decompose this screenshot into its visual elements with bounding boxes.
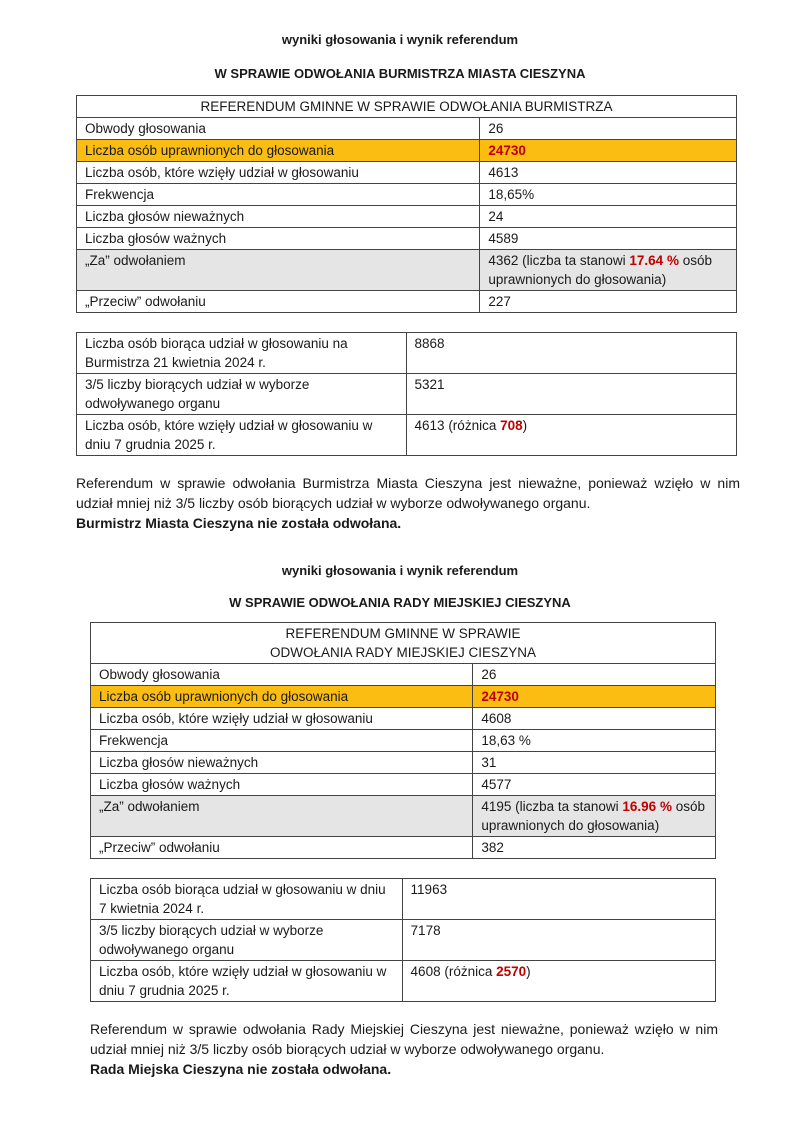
- section2-subheading: W SPRAWIE ODWOŁANIA RADY MIEJSKIEJ CIESZYNA: [229, 595, 571, 610]
- table-row: Liczba głosów nieważnych 24: [77, 206, 737, 228]
- table-row-highlighted: Liczba osób uprawnionych do głosowania 24730: [77, 140, 737, 162]
- za-percentage: 16.96 %: [622, 799, 672, 814]
- difference-value: 2570: [496, 964, 527, 979]
- summary-text: Referendum w sprawie odwołania Burmistrza Miasta Cieszyna jest nieważne, ponieważ wzięło w nim udział mniej niż 3/5 liczby osób biorących udział w wyborze odwoływanego organu.: [76, 475, 740, 511]
- section1-heading: wyniki głosowania i wynik referendum: [281, 32, 519, 47]
- section2-heading: wyniki głosowania i wynik referendum: [281, 563, 519, 578]
- table-title: REFERENDUM GMINNE W SPRAWIE ODWOŁANIA BURMISTRZA: [77, 96, 737, 118]
- table-row: Frekwencja 18,65%: [77, 184, 737, 206]
- section1-subheading: W SPRAWIE ODWOŁANIA BURMISTRZA MIASTA CIESZYNA: [214, 66, 586, 81]
- table-row-za: „Za” odwołaniem 4362 (liczba ta stanowi 17.64 % osób uprawnionych do głosowania): [77, 250, 737, 291]
- table-row: Liczba głosów nieważnych 31: [91, 752, 716, 774]
- za-percentage: 17.64 %: [629, 253, 679, 268]
- table-row: Liczba osób, które wzięły udział w głosowaniu w dniu 7 grudnia 2025 r. 4613 (różnica 708): [77, 415, 737, 456]
- summary-conclusion: Burmistrz Miasta Cieszyna nie została odwołana.: [76, 515, 402, 531]
- summary-conclusion: Rada Miejska Cieszyna nie została odwołana.: [90, 1061, 392, 1077]
- section1-results-table: [76, 95, 737, 313]
- table-row-highlighted: Liczba osób uprawnionych do głosowania 24730: [91, 686, 716, 708]
- table-row: 3/5 liczby biorących udział w wyborze odwoływanego organu 5321: [77, 374, 737, 415]
- difference-value: 708: [500, 418, 523, 433]
- table-row: Frekwencja 18,63 %: [91, 730, 716, 752]
- table-row: Liczba osób biorąca udział w głosowaniu w dniu 7 kwietnia 2024 r. 11963: [91, 879, 716, 920]
- table-row: Liczba osób biorąca udział w głosowaniu na Burmistrza 21 kwietnia 2024 r. 8868: [77, 333, 737, 374]
- section2-results-table: [90, 622, 716, 859]
- section2-comparison-table: [90, 878, 716, 1002]
- table-row-przeciw: „Przeciw” odwołaniu 382: [91, 837, 716, 859]
- table-row: Liczba osób, które wzięły udział w głosowaniu 4613: [77, 162, 737, 184]
- table-row: Liczba osób, które wzięły udział w głosowaniu 4608: [91, 708, 716, 730]
- section2-summary: [90, 1019, 718, 1079]
- table-row: Liczba osób, które wzięły udział w głosowaniu w dniu 7 grudnia 2025 r. 4608 (różnica 2570): [91, 961, 716, 1002]
- table-row: Obwody głosowania 26: [77, 118, 737, 140]
- table-row: 3/5 liczby biorących udział w wyborze odwoływanego organu 7178: [91, 920, 716, 961]
- table-title: REFERENDUM GMINNE W SPRAWIE ODWOŁANIA RADY MIEJSKIEJ CIESZYNA: [91, 623, 716, 664]
- section1-summary: [76, 473, 740, 533]
- section1-comparison-table: [76, 332, 737, 456]
- table-row: Liczba głosów ważnych 4589: [77, 228, 737, 250]
- table-row: Obwody głosowania 26: [91, 664, 716, 686]
- summary-text: Referendum w sprawie odwołania Rady Miejskiej Cieszyna jest nieważne, ponieważ wzięło w nim udział mniej niż 3/5 liczby osób biorących udział w wyborze odwoływanego organu.: [90, 1021, 718, 1057]
- table-row-przeciw: „Przeciw” odwołaniu 227: [77, 291, 737, 313]
- table-row-za: „Za” odwołaniem 4195 (liczba ta stanowi 16.96 % osób uprawnionych do głosowania): [91, 796, 716, 837]
- table-row: Liczba głosów ważnych 4577: [91, 774, 716, 796]
